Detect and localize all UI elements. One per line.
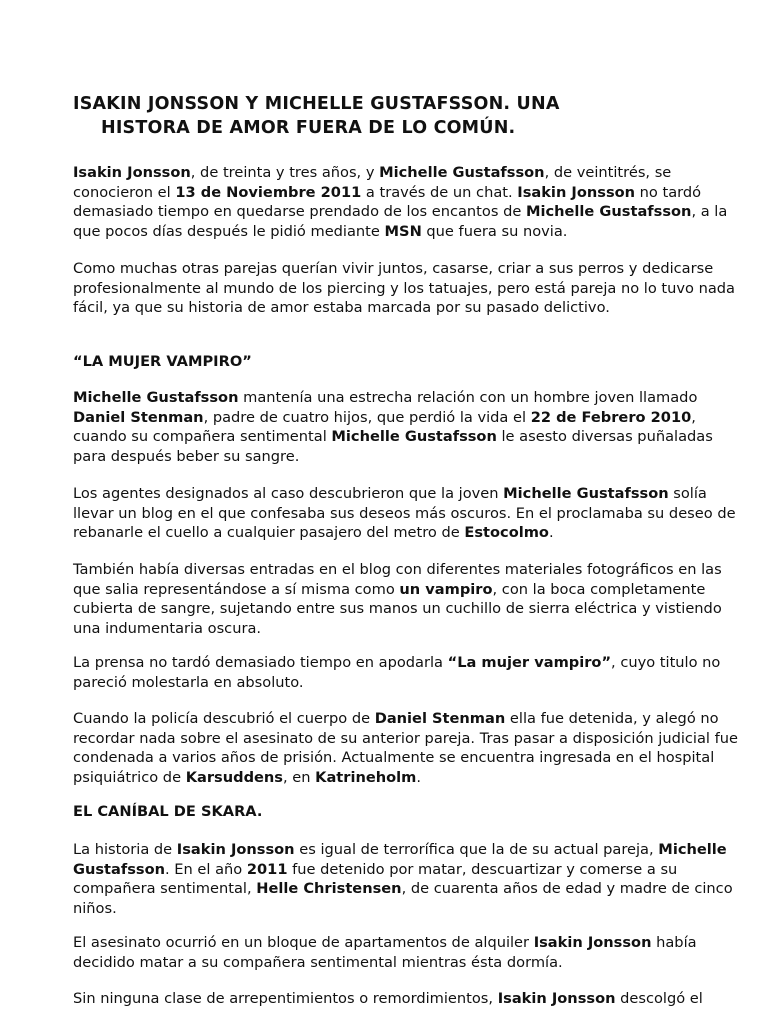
text-run: ,: [691, 408, 696, 426]
text-line: [73, 298, 735, 318]
text-run: La prensa no tardó demasiado tiempo en apodarla: [73, 654, 448, 671]
text-run: Sin ninguna clase de arrepentimientos o remordimientos,: [73, 990, 498, 1007]
text-run: Los agentes designados al caso descubrieron que la joven: [73, 485, 504, 502]
text-run: Como muchas otras parejas querían vivir juntos, casarse, criar a sus perros y dedicarse: [73, 260, 714, 277]
text-run: , de cuarenta años de edad y madre de cinco: [401, 880, 733, 898]
paragraph-3: [73, 388, 713, 466]
text-line: [73, 259, 735, 279]
text-line: [73, 388, 713, 408]
text-line: [73, 599, 722, 619]
text-run: Cuando la policía descubrió el cuerpo de: [73, 710, 375, 727]
document-title: [73, 92, 713, 140]
text-line: [73, 709, 738, 729]
bold-run: 13 de Noviembre 2011: [175, 183, 362, 201]
bold-run: “La mujer vampiro”: [447, 654, 612, 671]
paragraph-10: [73, 989, 703, 1009]
bold-run: Michelle Gustafsson: [73, 389, 239, 406]
text-run: , de treinta y tres años, y: [190, 164, 380, 181]
paragraph-9: [73, 933, 697, 972]
text-run: decidido matar a su compañera sentimental mientras ésta dormía.: [73, 953, 563, 971]
title-line-1: ISAKIN JONSSON Y MICHELLE GUSTAFSSON. UNA: [73, 94, 560, 114]
text-run: mantenía una estrecha relación con un hombre joven llamado: [238, 389, 698, 406]
text-run: que pocos días después le pidió mediante: [73, 222, 385, 240]
bold-run: Estocolmo: [464, 524, 549, 542]
text-run: compañera sentimental,: [73, 880, 257, 898]
text-run: niños.: [73, 899, 117, 917]
text-line: [73, 560, 722, 580]
text-line: [73, 163, 727, 183]
text-line: [73, 840, 733, 860]
text-run: , cuyo titulo no: [611, 654, 721, 671]
paragraph-4: [73, 484, 736, 543]
paragraph-6: [73, 653, 720, 692]
bold-run: Daniel Stenman: [73, 408, 204, 426]
text-run: demasiado tiempo en quedarse prendado de los encantos de: [73, 203, 526, 221]
text-run: para después beber su sangre.: [73, 447, 300, 465]
bold-run: Isakin Jonsson: [73, 164, 191, 181]
bold-run: un vampiro: [399, 580, 493, 598]
text-line: [73, 899, 733, 919]
text-run: llevar un blog en el que confesaba sus deseos más oscuros. En el proclamaba su deseo de: [73, 504, 736, 522]
text-run: La historia de: [73, 841, 177, 858]
paragraph-5: [73, 560, 722, 638]
bold-run: Michelle Gustafsson: [525, 203, 692, 221]
text-run: que salia representándose a sí misma como: [73, 580, 400, 598]
text-line: [73, 879, 733, 899]
text-run: ella fue detenida, y alegó no: [505, 710, 719, 727]
text-line: [73, 748, 738, 768]
bold-run: Michelle: [658, 841, 727, 858]
text-run: le asesto diversas puñaladas: [496, 428, 713, 446]
text-run: una indumentaria oscura.: [73, 619, 262, 637]
bold-run: Isakin Jonsson: [497, 990, 616, 1007]
text-line: [73, 279, 735, 299]
text-run: .: [416, 768, 422, 786]
bold-run: Michelle Gustafsson: [331, 428, 497, 446]
paragraph-8: [73, 840, 733, 918]
bold-run: Helle Christensen: [256, 880, 402, 898]
text-run: profesionalmente al mundo de los piercing y los tatuajes, pero está pareja no lo tuvo nada: [73, 279, 735, 297]
text-line: [73, 183, 727, 203]
paragraph-1: [73, 163, 727, 241]
bold-run: Isakin Jonsson: [176, 841, 295, 858]
text-run: condenada a varios años de prisión. Actualmente se encuentra ingresada en el hospital: [73, 749, 715, 767]
text-line: [73, 673, 720, 693]
text-run: . En el año: [165, 860, 247, 878]
text-run: conocieron el: [73, 183, 176, 201]
text-run: psiquiátrico de: [73, 768, 186, 786]
text-line: [73, 653, 720, 673]
text-run: no tardó: [635, 183, 702, 201]
text-line: [73, 427, 713, 447]
text-line: [73, 504, 736, 524]
text-run: .: [548, 524, 554, 542]
text-line: [73, 619, 722, 639]
bold-run: Isakin Jonsson: [533, 934, 652, 951]
text-line: [73, 953, 697, 973]
text-run: También había diversas entradas en el blog con diferentes materiales fotográficos en las: [73, 561, 722, 578]
text-line: [73, 408, 713, 428]
bold-run: Daniel Stenman: [374, 710, 506, 727]
text-run: , en: [282, 768, 316, 786]
paragraph-7: [73, 709, 738, 787]
bold-run: Michelle Gustafsson: [503, 485, 669, 502]
text-line: [73, 484, 736, 504]
text-run: , a la: [691, 203, 728, 221]
text-run: cubierta de sangre, sujetando entre sus manos un cuchillo de sierra eléctrica y vistiendo: [73, 600, 722, 618]
text-run: solía: [668, 485, 707, 502]
bold-run: 2011: [246, 860, 288, 878]
bold-run: Gustafsson: [73, 860, 166, 878]
text-run: a través de un chat.: [361, 183, 518, 201]
text-run: que fuera su novia.: [421, 222, 568, 240]
text-run: cuando su compañera sentimental: [73, 428, 332, 446]
text-run: fácil, ya que su historia de amor estaba marcada por su pasado delictivo.: [73, 299, 610, 317]
text-run: es igual de terrorífica que la de su actual pareja,: [294, 841, 659, 858]
text-line: [73, 989, 703, 1009]
text-line: [73, 202, 727, 222]
text-line: [73, 580, 722, 600]
text-run: había: [651, 934, 697, 951]
text-run: recordar nada sobre el asesinato de su anterior pareja. Tras pasar a disposición judicial fue: [73, 729, 738, 747]
text-line: [73, 523, 736, 543]
text-run: , de veintitrés, se: [544, 164, 672, 181]
bold-run: MSN: [384, 222, 422, 240]
bold-run: Michelle Gustafsson: [379, 164, 545, 181]
bold-run: 22 de Febrero 2010: [530, 408, 692, 426]
bold-run: Karsuddens: [185, 768, 283, 786]
section-heading-el-canibal-de-skara: EL CANÍBAL DE SKARA.: [73, 803, 263, 820]
text-run: fue detenido por matar, descuartizar y comerse a su: [287, 860, 678, 878]
text-line: [73, 447, 713, 467]
bold-run: Isakin Jonsson: [517, 183, 636, 201]
text-line: [73, 860, 733, 880]
text-run: pareció molestarla en absoluto.: [73, 673, 304, 691]
title-line-2: HISTORA DE AMOR FUERA DE LO COMÚN.: [101, 118, 516, 138]
text-line: [73, 729, 738, 749]
text-run: El asesinato ocurrió en un bloque de apartamentos de alquiler: [73, 934, 534, 951]
bold-run: Katrineholm: [315, 768, 417, 786]
text-line: [73, 768, 738, 788]
text-run: , padre de cuatro hijos, que perdió la vida el: [203, 408, 531, 426]
text-run: descolgó el: [615, 990, 703, 1007]
section-heading-la-mujer-vampiro: “LA MUJER VAMPIRO”: [73, 353, 252, 370]
paragraph-2: [73, 259, 735, 318]
text-line: [73, 222, 727, 242]
text-run: rebanarle el cuello a cualquier pasajero del metro de: [73, 524, 465, 542]
text-line: [73, 933, 697, 953]
text-run: , con la boca completamente: [492, 580, 706, 598]
